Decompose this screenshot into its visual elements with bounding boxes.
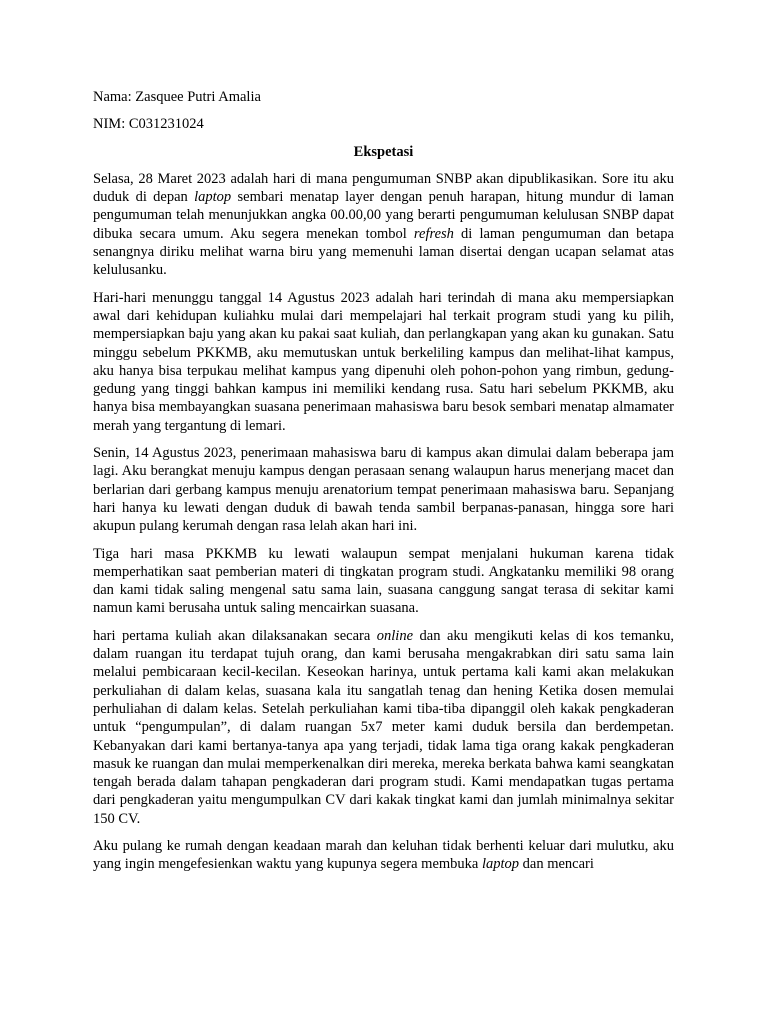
paragraph: [93, 289, 674, 435]
italic-term: laptop: [194, 189, 232, 206]
paragraph-text: hari pertama kuliah akan dilaksanakan secara: [93, 627, 377, 644]
paragraph-text: Hari-hari menunggu tanggal 14 Agustus 2023 adalah hari terindah di mana aku mempersiapkan awal dari kehidupan kuliahku mulai dari mempelajari hal terkait program studi yang ku pilih, mempersiapkan baju yang akan ku pakai saat kuliah, dan perlangkapan yang akan ku gunakan. Satu minggu sebelum PKKMB, aku memutuskan untuk berkeliling kampus dan melihat-lihat kampus, aku hanya bisa terpukau melihat kampus yang dipenuhi oleh pohon-pohon yang rimbun, gedung-gedung yang tinggi bahkan kampus ini memiliki kendang rusa. Satu hari sebelum PKKMB, aku hanya bisa membayangkan suasana penerimaan mahasiswa baru besok sembari menatap almamater merah yang tergantung di lemari.: [93, 289, 674, 434]
italic-term: online: [376, 627, 414, 644]
document-paragraphs: [93, 170, 674, 874]
paragraph-text: Aku pulang ke rumah dengan keadaan marah dan keluhan tidak berhenti keluar dari mulutku, aku yang ingin mengefesienkan waktu yang kupunya segera membuka: [93, 837, 674, 873]
paragraph-text: sembari menatap layer dengan penuh harapan, hitung mundur di laman pengumuman telah menunjukkan angka 00.00,00 yang berarti pengumuman kelulusan SNBP dapat dibuka secara umum. Aku segera menekan tombol: [93, 189, 675, 242]
paragraph: [93, 545, 674, 618]
paragraph-text: Selasa, 28 Maret 2023 adalah hari di mana pengumuman SNBP akan dipublikasikan. Sore itu aku duduk di depan: [93, 170, 674, 206]
paragraph-text: di laman pengumuman dan betapa senangnya diriku melihat warna biru yang memenuhi laman disertai dengan ucapan selamat atas kelulusanku.: [93, 225, 674, 279]
italic-term: laptop: [481, 856, 520, 873]
paragraph: [93, 444, 674, 535]
paragraph-text: dan aku mengikuti kelas di kos temanku, dalam ruangan itu terdapat tujuh orang, dan kami berusaha mengakrabkan diri satu sama lain melalui pembicaraan kecil-kecilan. Keseokan harinya, untuk pertama kali kami akan melakukan perkuliahan di dalam kelas, suasana kala itu sangatlah tenag dan hening Ketika dosen memulai perhuliahan di dalam kelas. Setelah perkuliahan kami tiba-tiba dipanggil oleh kakak pengkaderan untuk “pengumpulan”, di dalam ruangan 5x7 meter kami duduk bersila dan berdempetan. Kebanyakan dari kami bertanya-tanya apa yang terjadi, tidak lama tiga orang kakak pengkaderan masuk ke ruangan dan mulai memperkenalkan diri mereka, mereka berkata bahwa kami seangkatan tengah berada dalam tahapan pengkaderan dari program studi. Kami mendapatkan tugas pertama dari pengkaderan yaitu mengumpulkan CV dari kakak tingkat kami dan jumlah minimalnya sekitar 150 CV.: [93, 627, 674, 827]
student-name: Nama: Zasquee Putri Amalia: [93, 89, 261, 105]
document-body: [93, 88, 674, 883]
paragraph-text: dan mencari: [519, 856, 594, 873]
paragraph: [93, 627, 674, 828]
paragraph-text: Tiga hari masa PKKMB ku lewati walaupun sempat menjalani hukuman karena tidak memperhatikan saat pemberian materi di tingkatan program studi. Angkatanku memiliki 98 orang dan kami tidak saling mengenal satu sama lain, suasana canggung sangat terasa di sekitar kami namun kami berusaha untuk saling mencairkan suasana.: [93, 545, 674, 617]
document-title: Ekspetasi: [353, 143, 414, 160]
student-nim: NIM: C031231024: [93, 116, 204, 133]
italic-term: refresh: [413, 225, 454, 242]
paragraph-text: Senin, 14 Agustus 2023, penerimaan mahasiswa baru di kampus akan dimulai dalam beberapa jam lagi. Aku berangkat menuju kampus dengan perasaan senang walaupun harus menerjang macet dan berlarian dari gerbang kampus menuju arenatorium tempat penerimaan mahasiswa baru. Sepanjang hari hanya ku lewati dengan duduk di bawah tenda sambil berpanas-panasan, hingga sore hari akupun pulang kerumah dengan rasa lelah akan hari ini.: [93, 445, 674, 535]
paragraph: [93, 837, 674, 874]
paragraph: [93, 170, 674, 280]
